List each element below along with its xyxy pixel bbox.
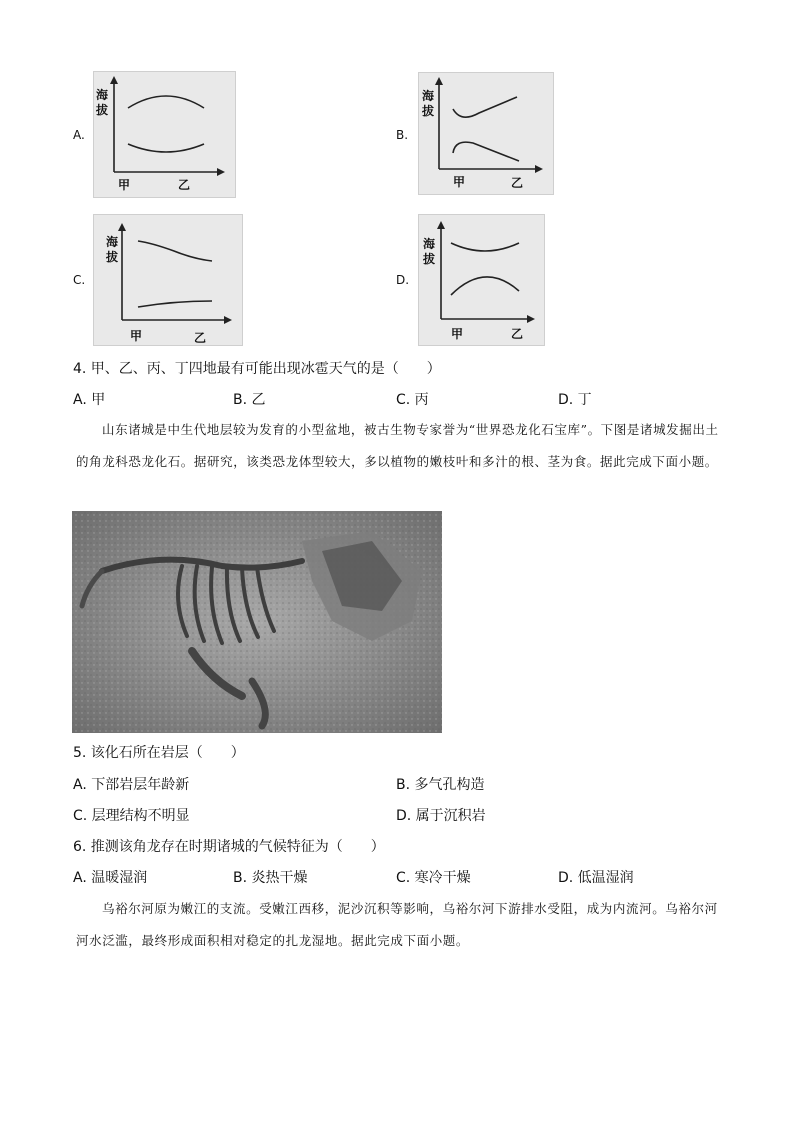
q6-choice-a[interactable]: A. 温暖湿润 — [73, 870, 148, 886]
start-label: 甲 — [130, 329, 143, 343]
diagram-b — [418, 72, 554, 195]
fossil-image-svg — [72, 511, 442, 733]
q4-choice-d[interactable]: D. 丁 — [558, 392, 592, 408]
option-a-letter: A. — [73, 128, 85, 142]
passage-zhucheng: 山东诸城是中生代地层较为发育的小型盆地，被古生物专家誉为“世界恐龙化石宝库”。下图是诸城发掘出土的角龙科恐龙化石。据研究，该类恐龙体型较大，多以植物的嫩枝叶和多汁的根、茎为食。据此完成下面小题。 — [76, 422, 719, 469]
lower-curve — [138, 301, 212, 307]
option-c-letter: C. — [73, 273, 86, 287]
start-label: 甲 — [118, 178, 131, 192]
question-5-stem: 5. 该化石所在岩层（ ） — [73, 745, 245, 761]
end-label: 乙 — [511, 176, 524, 190]
q5-choice-a[interactable]: A. 下部岩层年龄新 — [73, 777, 190, 793]
option-b-letter: B. — [396, 128, 409, 142]
option-d-letter: D. — [396, 273, 410, 287]
end-label: 乙 — [511, 327, 524, 341]
end-label: 乙 — [194, 331, 207, 345]
passage-wuyuer-river: 乌裕尔河原为嫩江的支流。受嫩江西移，泥沙沉积等影响，乌裕尔河下游排水受阻，成为内流河。乌裕尔河河水泛滥，最终形成面积相对稳定的扎龙湿地。据此完成下面小题。 — [76, 901, 718, 948]
lower-curve — [451, 277, 519, 295]
diagram-b-svg — [419, 73, 553, 194]
diagram-d-svg — [419, 215, 544, 345]
q4-choice-c[interactable]: C. 丙 — [396, 392, 429, 408]
y-axis-label: 海拔 — [96, 88, 109, 117]
diagram-c — [93, 214, 243, 346]
upper-curve — [451, 243, 519, 251]
q6-choice-b[interactable]: B. 炎热干燥 — [233, 870, 308, 886]
q5-choice-c[interactable]: C. 层理结构不明显 — [73, 808, 190, 824]
y-axis-label: 海拔 — [423, 237, 436, 266]
upper-curve — [453, 97, 517, 117]
end-label: 乙 — [178, 178, 191, 192]
q4-choice-b[interactable]: B. 乙 — [233, 392, 266, 408]
diagram-a — [93, 71, 236, 198]
q5-choice-b[interactable]: B. 多气孔构造 — [396, 777, 485, 793]
q5-choice-d[interactable]: D. 属于沉积岩 — [396, 808, 486, 824]
diagram-a-svg — [94, 72, 235, 197]
y-axis-label: 海拔 — [422, 89, 435, 118]
diagram-d — [418, 214, 545, 346]
lower-curve — [453, 142, 519, 161]
upper-curve — [128, 96, 204, 108]
q6-choice-c[interactable]: C. 寒冷干燥 — [396, 870, 471, 886]
q6-choice-d[interactable]: D. 低温湿润 — [558, 870, 634, 886]
start-label: 甲 — [453, 175, 466, 189]
upper-curve — [138, 241, 212, 261]
q4-choice-a[interactable]: A. 甲 — [73, 392, 106, 408]
start-label: 甲 — [451, 327, 464, 341]
dinosaur-fossil-photo — [72, 511, 442, 733]
y-axis-label: 海拔 — [106, 235, 119, 264]
question-4-stem: 4. 甲、乙、丙、丁四地最有可能出现冰雹天气的是（ ） — [73, 361, 441, 377]
lower-curve — [128, 144, 204, 152]
question-6-stem: 6. 推测该角龙存在时期诸城的气候特征为（ ） — [73, 839, 385, 855]
